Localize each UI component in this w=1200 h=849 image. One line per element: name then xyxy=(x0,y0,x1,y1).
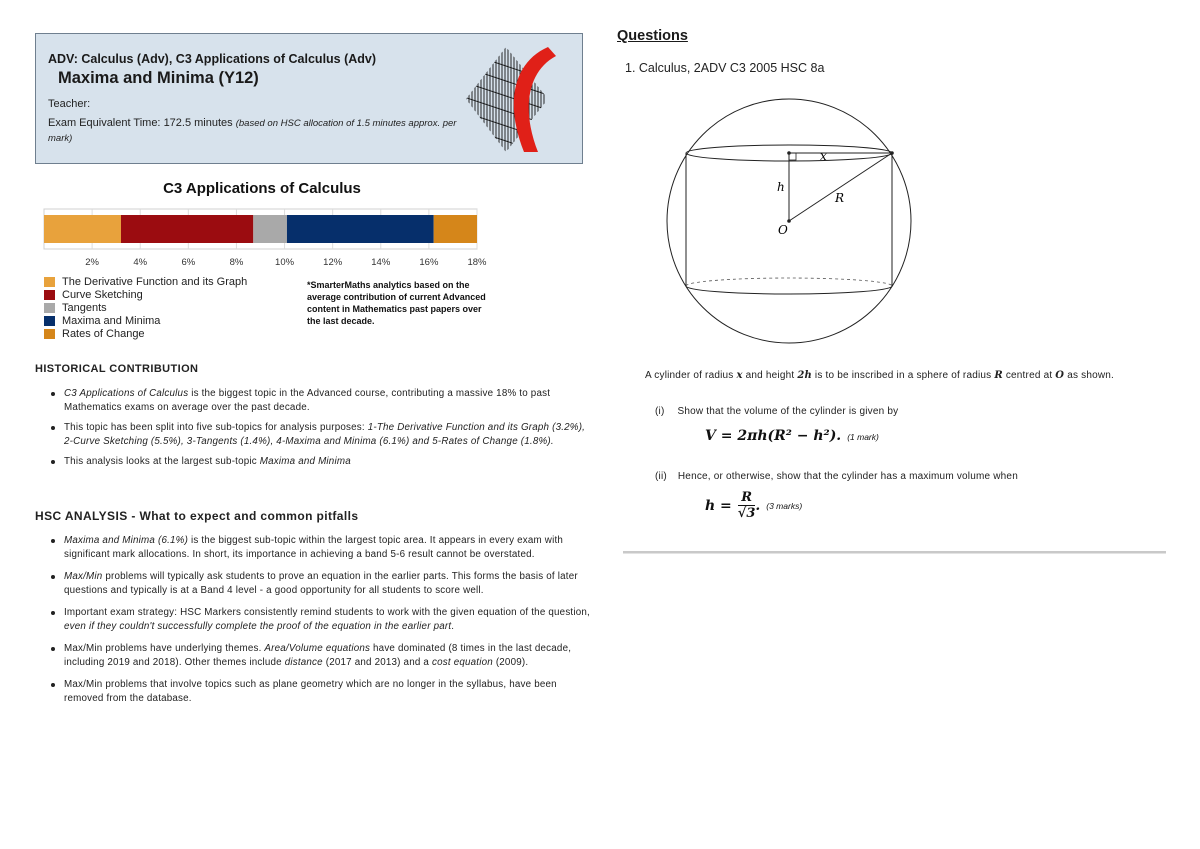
item-text: 1-The Derivative Function and its Graph (3.2%), 2-Curve Sketching (5.5%), 3-Tangents (1.4%), 4-Maxima and Minima (6.1%) and 5-Rates of Change (1.8%). xyxy=(64,422,586,447)
radius-R-line xyxy=(789,153,892,221)
chart-title: C3 Applications of Calculus xyxy=(163,180,361,197)
course-label: ADV: Calculus (Adv), C3 Applications of Calculus (Adv) xyxy=(48,52,377,66)
var-2h: 2h xyxy=(797,370,812,381)
list-item xyxy=(35,421,590,449)
list-item xyxy=(35,570,590,598)
formula-h xyxy=(705,490,802,521)
legend-item-tangents xyxy=(44,301,107,314)
list-item xyxy=(35,642,590,670)
x-tick-label: 8% xyxy=(229,257,244,268)
bar-segment-the-derivative-function-and-its-graph xyxy=(44,215,121,243)
legend-swatch xyxy=(44,290,55,300)
sphere-cylinder-diagram xyxy=(660,98,920,348)
hsc-heading xyxy=(35,509,358,523)
cylinder-bottom-front xyxy=(686,286,892,294)
x-tick-label: 14% xyxy=(371,257,391,268)
item-text: have dominated (8 times in the last decade, including 2019 and 2018). Other themes include xyxy=(64,643,572,668)
list-item xyxy=(35,387,590,415)
formula-text: V = 2πh(R² − h²). xyxy=(705,428,842,444)
var-O: O xyxy=(1055,370,1065,381)
chart-footnote: *SmarterMaths analytics based on the average contribution of current Advanced content in Mathematics past papers over the last decade. xyxy=(307,280,486,326)
stem-text: is to be inscribed in a sphere of radius xyxy=(811,370,995,381)
fraction-denominator: √3 xyxy=(737,506,756,521)
fraction xyxy=(738,490,756,521)
item-text: Important exam strategy: HSC Markers consistently remind students to work with the given equation of the question, xyxy=(64,607,590,618)
list-item xyxy=(35,606,590,634)
item-text: is the biggest sub-topic within the largest topic area. It appears in every exam with significant mark allocations. In short, its importance in achieving a band 5-6 result cannot be overstated. xyxy=(64,535,564,560)
list-item xyxy=(35,678,590,706)
var-R: R xyxy=(994,370,1003,381)
item-text: Max/Min problems that involve topics such as plane geometry which are no longer in the syllabus, have been removed from the database. xyxy=(64,679,557,704)
legend-item-derivative xyxy=(44,275,247,288)
marks-label: (1 mark) xyxy=(847,432,879,442)
label-R: R xyxy=(835,191,845,205)
list-item xyxy=(35,455,590,469)
bar-segment-maxima-and-minima xyxy=(287,215,434,243)
item-text: . xyxy=(451,621,455,632)
historical-list xyxy=(35,387,590,469)
questions-heading: Questions xyxy=(617,28,688,44)
legend-item-curve-sketching xyxy=(44,288,143,301)
stem-text: centred at xyxy=(1002,370,1056,381)
hsc-list xyxy=(35,534,590,706)
x-tick-label: 12% xyxy=(323,257,343,268)
item-text: is the biggest topic in the Advanced course, contributing a massive 18% to past Mathematics exams on average over the past decade. xyxy=(64,388,551,413)
x-tick-label: 18% xyxy=(467,257,487,268)
bar-segment-curve-sketching xyxy=(121,215,253,243)
item-text: (2009). xyxy=(492,657,529,668)
cylinder-bottom-back xyxy=(686,278,892,286)
var-x: x xyxy=(736,370,743,381)
legend-label: The Derivative Function and its Graph xyxy=(62,275,248,288)
part-text: Hence, or otherwise, show that the cylinder has a maximum volume when xyxy=(677,471,1018,482)
question-stem xyxy=(645,369,1165,383)
label-O: O xyxy=(778,223,788,237)
legend-swatch xyxy=(44,316,55,326)
item-text: (2017 and 2013) and a xyxy=(322,657,432,668)
part-i xyxy=(655,406,898,417)
fraction-numerator: R xyxy=(738,490,755,506)
x-tick-label: 6% xyxy=(181,257,196,268)
topic-header-box xyxy=(35,33,583,164)
part-number: (ii) xyxy=(655,471,667,482)
exam-time-value: 172.5 minutes xyxy=(163,117,233,129)
part-ii xyxy=(655,471,1018,482)
item-text: even if they couldn't successfully complete the proof of the equation in the earlier part xyxy=(64,621,452,632)
hsc-heading-main: HSC ANALYSIS xyxy=(35,509,128,523)
item-text: Maxima and Minima xyxy=(259,456,351,467)
legend-label: Maxima and Minima xyxy=(62,314,161,327)
rim-point xyxy=(890,151,894,155)
legend-label: Rates of Change xyxy=(62,327,145,340)
x-tick-label: 16% xyxy=(419,257,439,268)
historical-heading: HISTORICAL CONTRIBUTION xyxy=(35,363,199,375)
stem-text: A cylinder of radius xyxy=(645,370,737,381)
exam-time-note: (based on HSC allocation of 1.5 minutes approx. per mark) xyxy=(48,118,457,144)
exam-time xyxy=(48,116,473,146)
legend-item-maxima-minima xyxy=(44,314,160,327)
label-x: x xyxy=(820,149,827,163)
stacked-bar-chart xyxy=(35,205,495,275)
item-text: C3 Applications of Calculus xyxy=(64,388,189,399)
bar-segment-tangents xyxy=(253,215,287,243)
list-item xyxy=(35,534,590,562)
x-tick-label: 2% xyxy=(85,257,99,268)
item-text: Area/Volume equations xyxy=(264,643,371,654)
part-text: Show that the volume of the cylinder is given by xyxy=(677,406,899,417)
page-title: Maxima and Minima (Y12) xyxy=(58,69,259,87)
smartermaths-logo-icon xyxy=(464,42,564,157)
item-text: This topic has been split into five sub-topics for analysis purposes: xyxy=(64,422,368,433)
section-divider xyxy=(623,551,1166,554)
legend-swatch xyxy=(44,277,55,287)
chart-x-ticks xyxy=(85,257,487,268)
stem-text: as shown. xyxy=(1064,370,1115,381)
item-text: This analysis looks at the largest sub-topic xyxy=(64,456,260,467)
legend-item-rates-of-change xyxy=(44,327,145,340)
x-tick-label: 10% xyxy=(275,257,295,268)
item-text: Max/Min problems have underlying themes. xyxy=(64,643,265,654)
teacher-label: Teacher: xyxy=(48,98,91,110)
item-text: problems will typically ask students to prove an equation in the earlier parts. This forms the basis of later questions and typically is at a Band 4 level - a good opportunity for all students to score well. xyxy=(64,571,578,596)
item-text: distance xyxy=(284,657,323,668)
bar-segment-rates-of-change xyxy=(434,215,477,243)
chart-bars xyxy=(44,215,477,243)
x-tick-label: 4% xyxy=(133,257,148,268)
item-text: Maxima and Minima (6.1%) xyxy=(64,535,189,546)
marks-label: (3 marks) xyxy=(766,500,803,511)
legend-swatch xyxy=(44,303,55,313)
item-text: cost equation xyxy=(432,657,493,668)
legend-label: Tangents xyxy=(62,301,107,314)
center-top-point xyxy=(787,151,791,155)
formula-dot: . xyxy=(755,497,761,514)
legend-swatch xyxy=(44,329,55,339)
legend-label: Curve Sketching xyxy=(62,288,143,301)
question-title: 1. Calculus, 2ADV C3 2005 HSC 8a xyxy=(625,61,825,75)
hsc-heading-sub: - What to expect and common pitfalls xyxy=(127,509,359,523)
formula-volume xyxy=(705,428,879,444)
exam-time-label: Exam Equivalent Time: xyxy=(48,117,161,129)
part-number: (i) xyxy=(655,406,665,417)
stem-text: and height xyxy=(742,370,798,381)
formula-lhs: h = xyxy=(705,497,732,514)
item-text: Max/Min xyxy=(64,571,103,582)
label-h: h xyxy=(777,180,785,194)
